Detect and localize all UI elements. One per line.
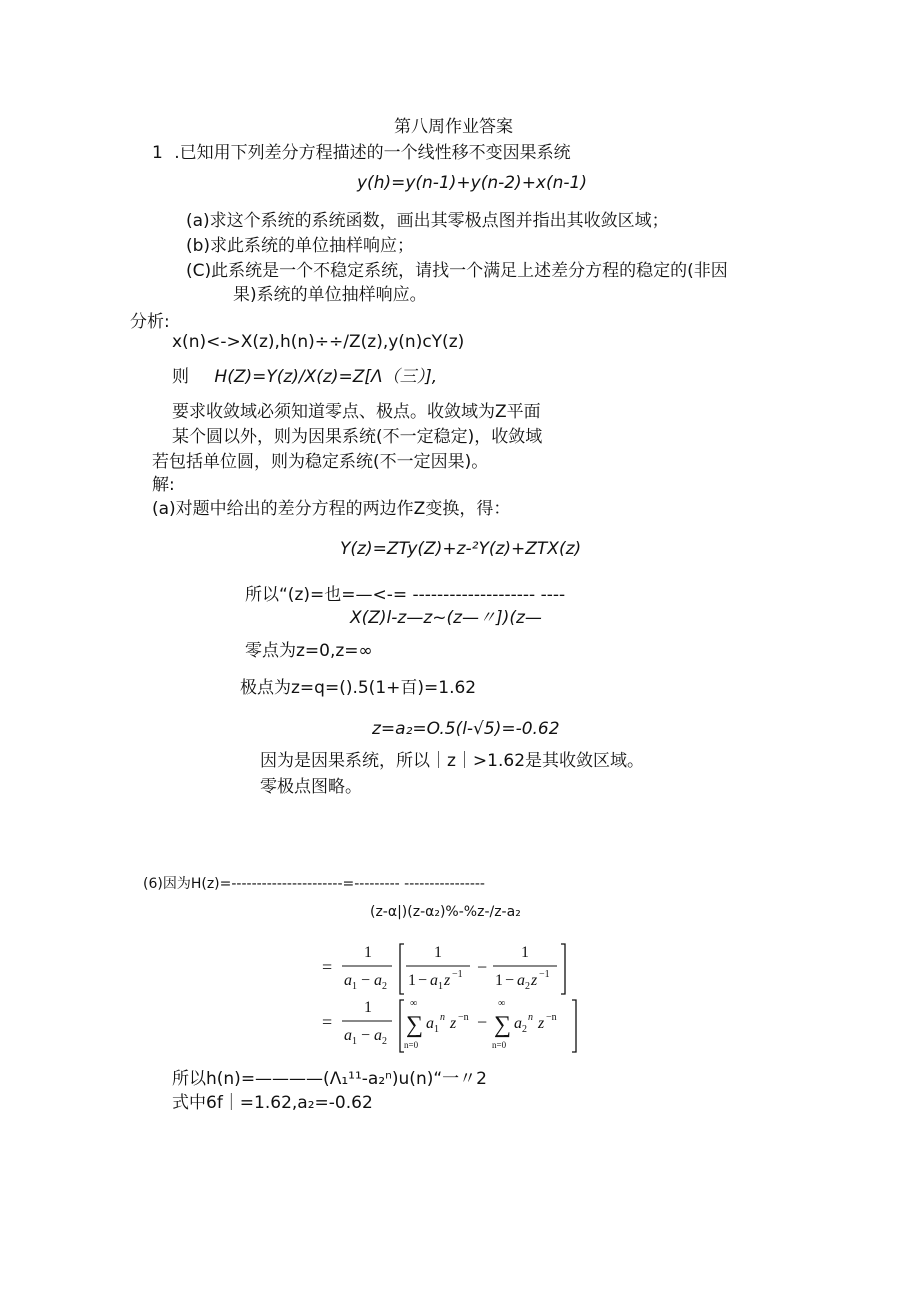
pole-zero-plot-omitted: 零极点图略。 xyxy=(260,777,362,797)
left-bracket xyxy=(400,944,404,994)
numerator-one: 1 xyxy=(364,999,372,1016)
a1-subscript: 1 xyxy=(438,981,443,992)
z-exponent: −n xyxy=(458,1012,469,1023)
sum-lower-limit: n=0 xyxy=(492,1040,507,1050)
a2-symbol: a xyxy=(374,972,382,989)
sum-upper-limit: ∞ xyxy=(410,998,418,1009)
z-symbol: z xyxy=(531,972,538,989)
minus-sign: − xyxy=(477,957,488,977)
question-part-c-line1: (C)此系统是一个不稳定系统，请找一个满足上述差分方程的稳定的(非因 xyxy=(186,261,728,281)
equals-sign: = xyxy=(322,957,333,977)
sum-upper-limit: ∞ xyxy=(498,998,506,1009)
transfer-function-top: 所以“(z)=也=—<-= -------------------- ---- xyxy=(245,585,566,605)
z-symbol: z xyxy=(538,1015,545,1032)
a2-subscript: 2 xyxy=(382,981,387,992)
a1-subscript: 1 xyxy=(352,1036,357,1047)
sum-lower-limit: n=0 xyxy=(404,1040,419,1050)
part-b-transfer-top: (6)因为H(z)=----------------------=--------- ---------------- xyxy=(143,876,485,892)
then-word: 则 xyxy=(172,367,189,387)
analysis-system-function xyxy=(172,366,437,388)
solution-label: 解: xyxy=(152,475,175,495)
a2-subscript: 2 xyxy=(525,981,530,992)
a2-symbol: a xyxy=(517,972,525,989)
z-symbol: z xyxy=(444,972,451,989)
coefficients-line: 式中6f｜=1.62,a₂=-0.62 xyxy=(172,1093,373,1113)
summation-sign: ∑ xyxy=(494,1012,512,1038)
numerator-one: 1 xyxy=(521,944,529,961)
a2-symbol: a xyxy=(514,1015,522,1032)
analysis-label: 分析: xyxy=(130,312,170,332)
denominator-one: 1 xyxy=(408,972,416,989)
page-title: 第八周作业答案 xyxy=(394,117,513,137)
a1-symbol: a xyxy=(430,972,438,989)
system-function-expression: H(Z)=Y(z)/X(z)=Z[Λ（三）], xyxy=(214,367,438,387)
question-part-c-line2: 果)系统的单位抽样响应。 xyxy=(233,285,427,305)
z-exponent: −1 xyxy=(452,969,463,980)
difference-equation: y(h)=y(n-1)+y(n-2)+x(n-1) xyxy=(357,173,587,193)
numerator-one: 1 xyxy=(364,944,372,961)
numerator-one: 1 xyxy=(434,944,442,961)
a2-exponent: n xyxy=(528,1012,533,1023)
a1-subscript: 1 xyxy=(434,1024,439,1035)
region-of-convergence: 因为是因果系统，所以｜z｜>1.62是其收敛区域。 xyxy=(260,751,645,771)
zeros-line: 零点为z=0,z=∞ xyxy=(245,641,373,661)
minus-sign: − xyxy=(477,1012,488,1032)
z-symbol: z xyxy=(450,1015,457,1032)
z-transform-equation: Y(z)=ZTy(Z)+z-²Y(z)+ZTX(z) xyxy=(340,539,582,559)
question-text: .已知用下列差分方程描述的一个线性移不变因果系统 xyxy=(174,143,571,163)
a1-symbol: a xyxy=(426,1015,434,1032)
analysis-text-3: 若包括单位圆，则为稳定系统(不一定因果)。 xyxy=(152,452,489,472)
equals-sign: = xyxy=(322,1012,333,1032)
transfer-function-bottom: X(Z)l-z—z~(z—〃])(z— xyxy=(350,608,542,628)
minus-sign: − xyxy=(361,972,371,989)
a2-symbol: a xyxy=(374,1027,382,1044)
analysis-text-1: 要求收敛域必须知道零点、极点。收敛域为Z平面 xyxy=(172,402,541,422)
second-pole-line: z=a₂=O.5(l-√5)=-0.62 xyxy=(372,719,560,739)
question-part-a: (a)求这个系统的系统函数，画出其零极点图并指出其收敛区域； xyxy=(186,211,669,231)
analysis-text-2: 某个圆以外，则为因果系统(不一定稳定)，收敛域 xyxy=(172,427,543,447)
question-1 xyxy=(152,142,571,164)
impulse-response-line: 所以h(n)=————(Λ₁¹¹-a₂ⁿ)u(n)“一〃2 xyxy=(172,1069,487,1089)
a1-symbol: a xyxy=(344,1027,352,1044)
right-bracket xyxy=(561,944,565,994)
a1-symbol: a xyxy=(344,972,352,989)
analysis-transform-pairs: x(n)<->X(z),h(n)÷÷/Z(z),y(n)cY(z) xyxy=(172,332,465,352)
partial-fraction-formula xyxy=(320,940,590,1055)
summation-sign: ∑ xyxy=(406,1012,424,1038)
a2-subscript: 2 xyxy=(382,1036,387,1047)
a1-exponent: n xyxy=(440,1012,445,1023)
poles-line: 极点为z=q=().5(1+百)=1.62 xyxy=(240,678,477,698)
a2-subscript: 2 xyxy=(522,1024,527,1035)
minus-sign: − xyxy=(361,1027,371,1044)
denominator-one: 1 xyxy=(495,972,503,989)
a1-subscript: 1 xyxy=(352,981,357,992)
z-exponent: −1 xyxy=(539,969,550,980)
part-b-transfer-bottom: (z-α|)(z-α₂)%-%z-/z-a₂ xyxy=(370,904,521,920)
right-bracket xyxy=(572,1000,576,1052)
z-exponent: −n xyxy=(546,1012,557,1023)
solution-part-a: (a)对题中给出的差分方程的两边作Z变换，得： xyxy=(152,499,511,519)
minus-sign: − xyxy=(418,972,428,989)
minus-sign: − xyxy=(505,972,515,989)
question-number: 1 xyxy=(152,143,163,163)
question-part-b: (b)求此系统的单位抽样响应； xyxy=(186,236,415,256)
